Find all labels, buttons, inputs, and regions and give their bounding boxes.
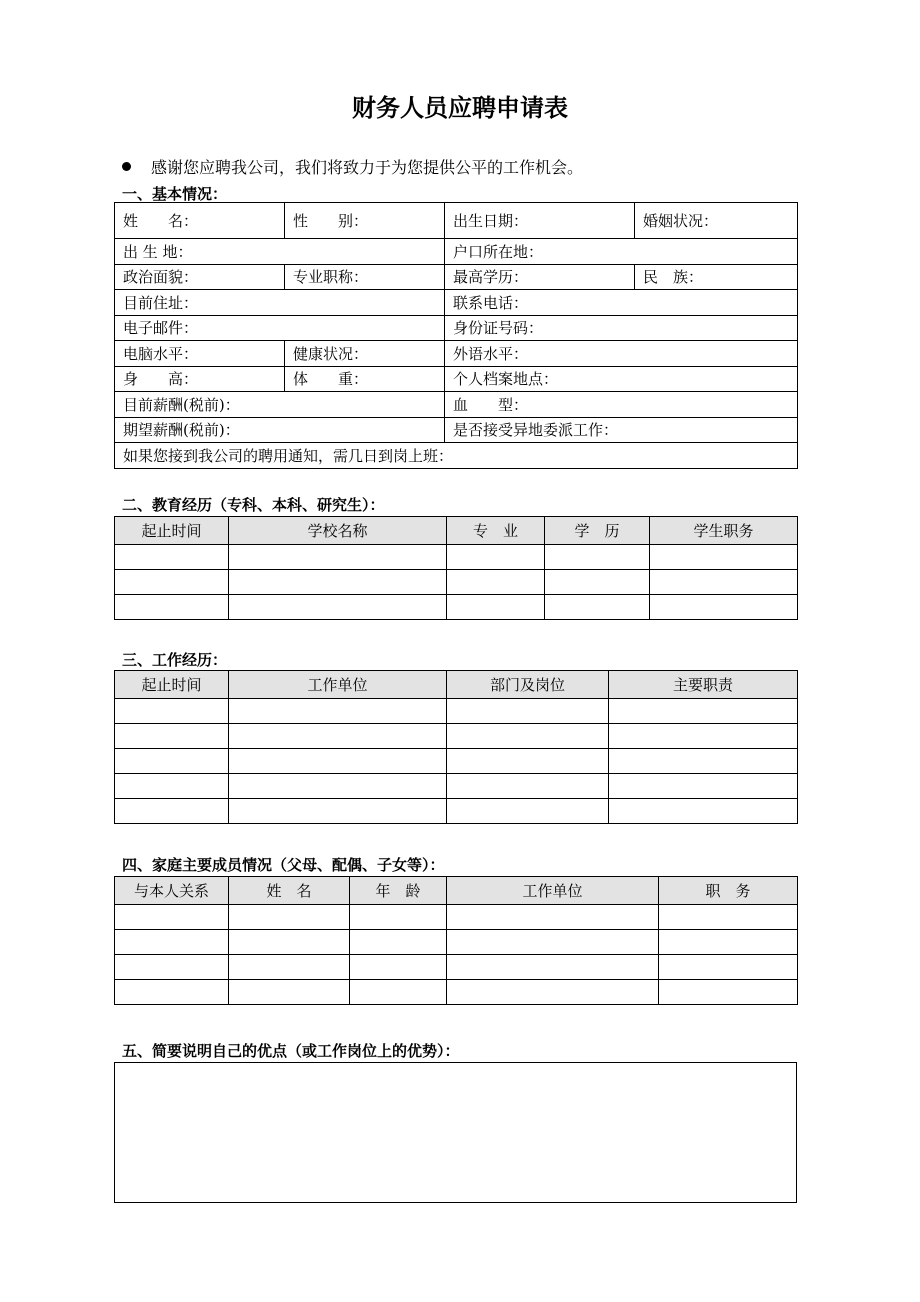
- table-cell[interactable]: [115, 930, 229, 955]
- table-cell[interactable]: [229, 980, 350, 1005]
- col-header: 姓 名: [229, 877, 350, 905]
- col-header: 学校名称: [229, 517, 447, 545]
- table-cell[interactable]: [447, 545, 545, 570]
- table-cell[interactable]: [545, 570, 650, 595]
- phone-field[interactable]: 联系电话：: [445, 290, 798, 316]
- table-cell[interactable]: [115, 545, 229, 570]
- table-cell[interactable]: [447, 749, 609, 774]
- col-header: 职 务: [659, 877, 798, 905]
- intro-text: 感谢您应聘我公司，我们将致力于为您提供公平的工作机会。: [151, 158, 584, 177]
- relocation-field[interactable]: 是否接受异地委派工作：: [445, 417, 798, 443]
- table-cell[interactable]: [545, 545, 650, 570]
- political-status-field[interactable]: 政治面貌：: [115, 264, 285, 290]
- table-cell[interactable]: [115, 955, 229, 980]
- col-header: 与本人关系: [115, 877, 229, 905]
- current-address-field[interactable]: 目前住址：: [115, 290, 445, 316]
- col-header: 主要职责: [609, 671, 798, 699]
- table-cell[interactable]: [350, 955, 447, 980]
- height-field[interactable]: 身 高：: [115, 366, 285, 392]
- table-cell[interactable]: [229, 749, 447, 774]
- table-cell[interactable]: [115, 799, 229, 824]
- table-cell[interactable]: [609, 774, 798, 799]
- table-cell[interactable]: [609, 724, 798, 749]
- education-table: [114, 516, 798, 620]
- col-header: 工作单位: [447, 877, 659, 905]
- table-cell[interactable]: [609, 699, 798, 724]
- name-field[interactable]: 姓 名：: [115, 203, 285, 239]
- table-cell[interactable]: [229, 545, 447, 570]
- table-cell[interactable]: [229, 955, 350, 980]
- table-row: [115, 980, 798, 1005]
- table-row: [115, 595, 798, 620]
- table-cell[interactable]: [229, 799, 447, 824]
- start-days-field[interactable]: 如果您接到我公司的聘用通知，需几日到岗上班：: [115, 443, 798, 469]
- table-row: [115, 724, 798, 749]
- table-cell[interactable]: [115, 699, 229, 724]
- col-header: 起止时间: [115, 517, 229, 545]
- table-cell[interactable]: [609, 799, 798, 824]
- birthplace-field[interactable]: 出 生 地：: [115, 239, 445, 265]
- intro-line: [122, 155, 583, 178]
- table-row: [115, 774, 798, 799]
- email-field[interactable]: 电子邮件：: [115, 315, 445, 341]
- table-cell[interactable]: [229, 774, 447, 799]
- table-row: [115, 955, 798, 980]
- col-header: 工作单位: [229, 671, 447, 699]
- household-registration-field[interactable]: 户口所在地：: [445, 239, 798, 265]
- section-basic-heading: 一、基本情况：: [122, 185, 228, 203]
- table-cell[interactable]: [115, 595, 229, 620]
- table-cell[interactable]: [447, 699, 609, 724]
- table-cell[interactable]: [229, 724, 447, 749]
- table-cell[interactable]: [609, 749, 798, 774]
- table-cell[interactable]: [545, 595, 650, 620]
- col-header: 年 龄: [350, 877, 447, 905]
- table-row: [115, 749, 798, 774]
- gender-field[interactable]: 性 别：: [285, 203, 445, 239]
- birth-date-field[interactable]: 出生日期：: [445, 203, 635, 239]
- table-cell[interactable]: [115, 570, 229, 595]
- table-cell[interactable]: [659, 905, 798, 930]
- table-cell[interactable]: [447, 595, 545, 620]
- blood-type-field[interactable]: 血 型：: [445, 392, 798, 418]
- table-row: [115, 545, 798, 570]
- section-strengths-heading: 五、简要说明自己的优点（或工作岗位上的优势）：: [122, 1042, 460, 1060]
- current-salary-field[interactable]: 目前薪酬(税前)：: [115, 392, 445, 418]
- table-cell[interactable]: [447, 955, 659, 980]
- table-cell[interactable]: [447, 570, 545, 595]
- table-cell[interactable]: [115, 905, 229, 930]
- table-cell[interactable]: [350, 905, 447, 930]
- computer-level-field[interactable]: 电脑水平：: [115, 341, 285, 367]
- table-row: [115, 930, 798, 955]
- table-cell[interactable]: [115, 774, 229, 799]
- table-cell[interactable]: [659, 930, 798, 955]
- table-cell[interactable]: [447, 905, 659, 930]
- strengths-textarea[interactable]: [114, 1062, 797, 1203]
- table-cell[interactable]: [115, 980, 229, 1005]
- marital-status-field[interactable]: 婚姻状况：: [635, 203, 798, 239]
- section-education-heading: 二、教育经历（专科、本科、研究生）：: [122, 496, 385, 514]
- table-cell[interactable]: [447, 799, 609, 824]
- table-row: [115, 570, 798, 595]
- archive-location-field[interactable]: 个人档案地点：: [445, 366, 798, 392]
- ethnicity-field[interactable]: 民 族：: [635, 264, 798, 290]
- family-table: [114, 876, 798, 1005]
- form-title: 财务人员应聘申请表: [352, 94, 568, 122]
- table-cell[interactable]: [447, 930, 659, 955]
- table-cell[interactable]: [115, 724, 229, 749]
- table-cell[interactable]: [229, 905, 350, 930]
- expected-salary-field[interactable]: 期望薪酬(税前)：: [115, 417, 445, 443]
- weight-field[interactable]: 体 重：: [285, 366, 445, 392]
- table-cell[interactable]: [229, 699, 447, 724]
- table-row: [115, 699, 798, 724]
- table-row: [115, 799, 798, 824]
- col-header: 专 业: [447, 517, 545, 545]
- professional-title-field[interactable]: 专业职称：: [285, 264, 445, 290]
- section-family-heading: 四、家庭主要成员情况（父母、配偶、子女等）：: [122, 856, 445, 874]
- id-number-field[interactable]: 身份证号码：: [445, 315, 798, 341]
- section-work-heading: 三、工作经历：: [122, 651, 228, 669]
- table-cell[interactable]: [650, 570, 798, 595]
- col-header: 部门及岗位: [447, 671, 609, 699]
- health-field[interactable]: 健康状况：: [285, 341, 445, 367]
- education-field[interactable]: 最高学历：: [445, 264, 635, 290]
- col-header: 学 历: [545, 517, 650, 545]
- table-cell[interactable]: [447, 980, 659, 1005]
- table-cell[interactable]: [115, 749, 229, 774]
- table-cell[interactable]: [229, 930, 350, 955]
- table-cell[interactable]: [350, 930, 447, 955]
- table-cell[interactable]: [650, 595, 798, 620]
- table-cell[interactable]: [447, 724, 609, 749]
- table-cell[interactable]: [659, 955, 798, 980]
- col-header: 起止时间: [115, 671, 229, 699]
- col-header: 学生职务: [650, 517, 798, 545]
- table-cell[interactable]: [650, 545, 798, 570]
- bullet-icon: [122, 162, 131, 171]
- table-cell[interactable]: [659, 980, 798, 1005]
- table-cell[interactable]: [447, 774, 609, 799]
- table-row: [115, 905, 798, 930]
- table-cell[interactable]: [229, 595, 447, 620]
- basic-info-table: [114, 202, 798, 469]
- work-table: [114, 670, 798, 824]
- table-cell[interactable]: [350, 980, 447, 1005]
- language-level-field[interactable]: 外语水平：: [445, 341, 798, 367]
- table-cell[interactable]: [229, 570, 447, 595]
